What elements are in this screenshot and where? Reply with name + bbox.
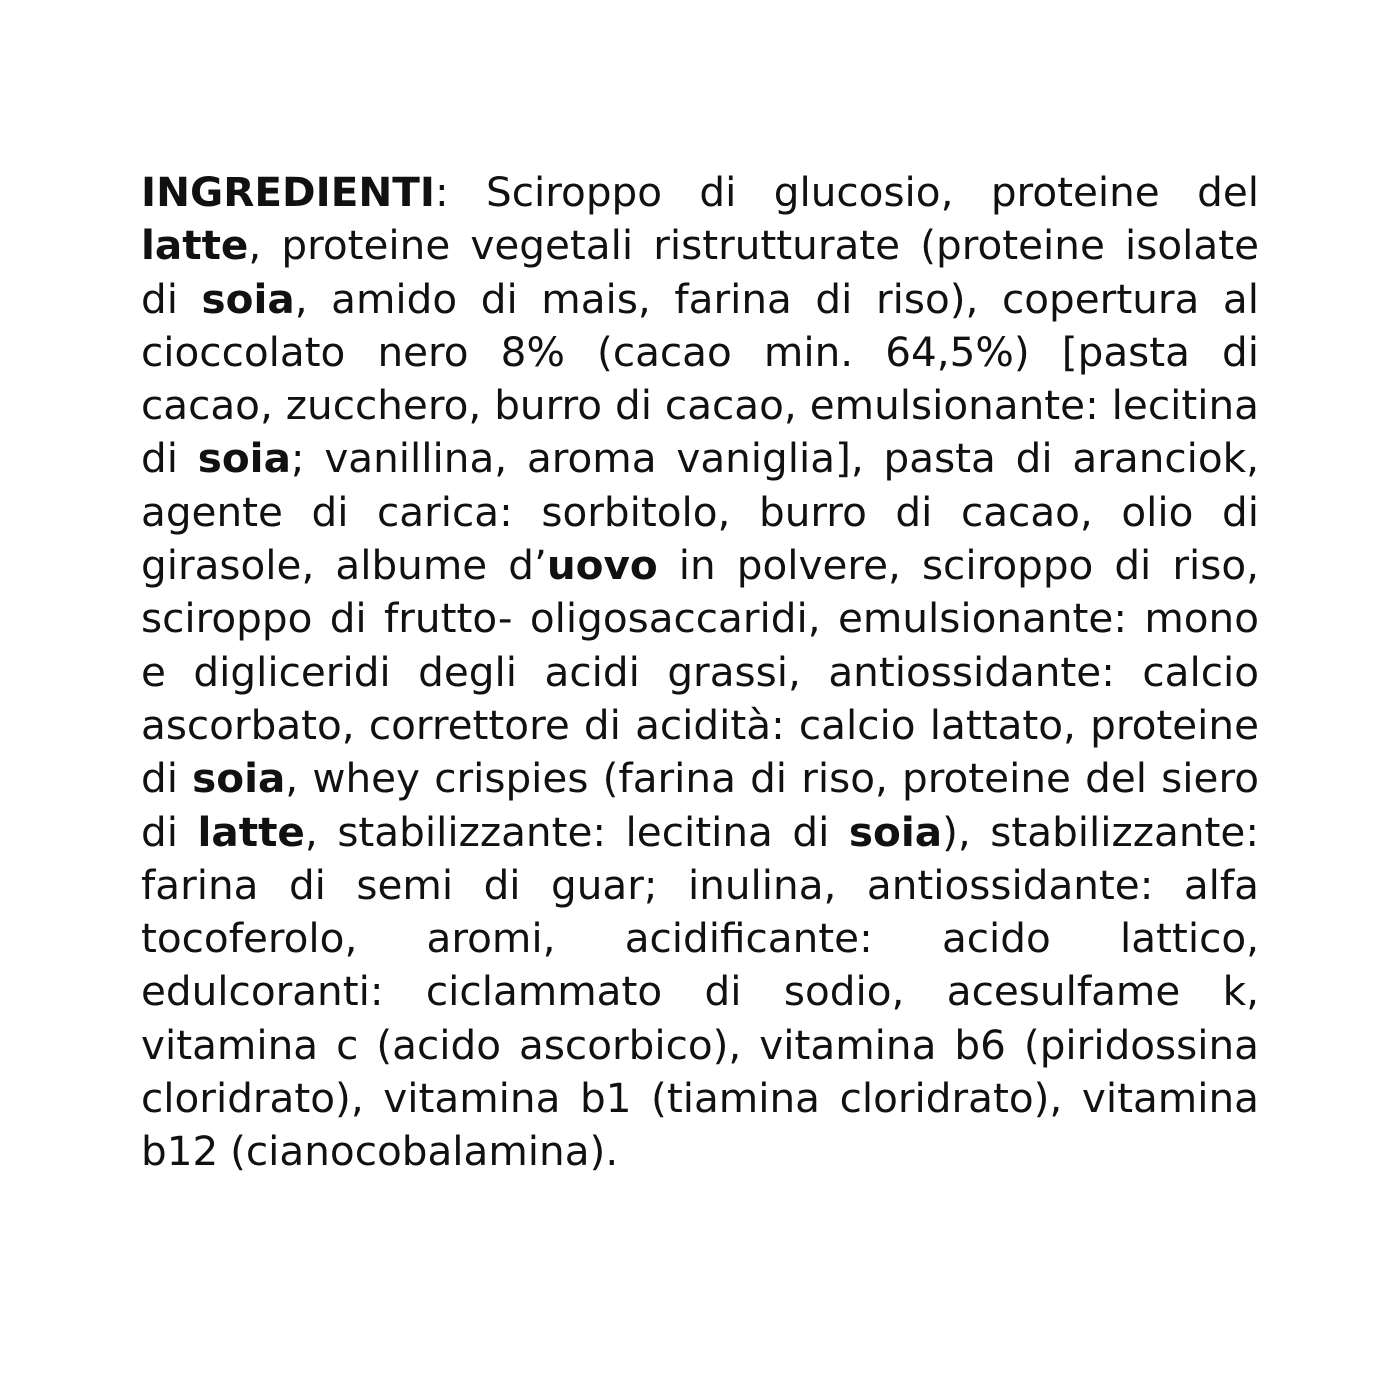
ingredients-text-segment: in polvere, sciroppo di riso, sciroppo di frutto- oligosaccaridi, emulsionante: mono e digliceridi degli acidi grassi, antiossidante: calcio ascorbato, correttore di acidità: calcio lattato, proteine di	[141, 541, 1260, 803]
allergen-soia: soia	[197, 434, 291, 483]
allergen-latte: latte	[197, 807, 305, 856]
ingredients-text-segment: ; vanillina, aroma vaniglia], pasta di aranciok, agente di carica: sorbitolo, burro di cacao, olio di girasole, albume d’	[141, 434, 1259, 590]
allergen-soia: soia	[192, 754, 286, 803]
allergen-soia: soia	[201, 274, 295, 323]
ingredients-text	[141, 166, 1259, 1179]
ingredients-heading: INGREDIENTI	[141, 168, 436, 216]
ingredients-text-segment: , whey crispies (farina di riso, proteine del siero di	[141, 754, 1259, 856]
allergen-latte: latte	[141, 221, 249, 270]
ingredients-text-segment: , stabilizzante: lecitina di	[304, 807, 849, 856]
ingredients-text-segment: , proteine vegetali ristrutturate (proteine isolate di	[141, 221, 1259, 323]
ingredients-text-segment: : Sciroppo di glucosio, proteine del	[435, 168, 1259, 216]
allergen-soia: soia	[848, 807, 943, 856]
ingredients-text-segment: ), stabilizzante: farina di semi di guar; inulina, antiossidante: alfa tocoferolo, aromi, acidificante: acido lattico, edulcoranti: ciclammato di sodio, acesulfame k, vitamina c (acido ascorbico), vitamina b6 (piridossina cloridrato), vitamina b1 (tiamina cloridrato), vitamina b12 (cianocobalamina).	[141, 807, 1259, 1176]
allergen-uovo: uovo	[546, 541, 658, 590]
ingredients-text-segment: , amido di mais, farina di riso), copertura al cioccolato nero 8% (cacao min. 64,5%) [pasta di cacao, zucchero, burro di cacao, emulsionante: lecitina di	[141, 274, 1259, 483]
